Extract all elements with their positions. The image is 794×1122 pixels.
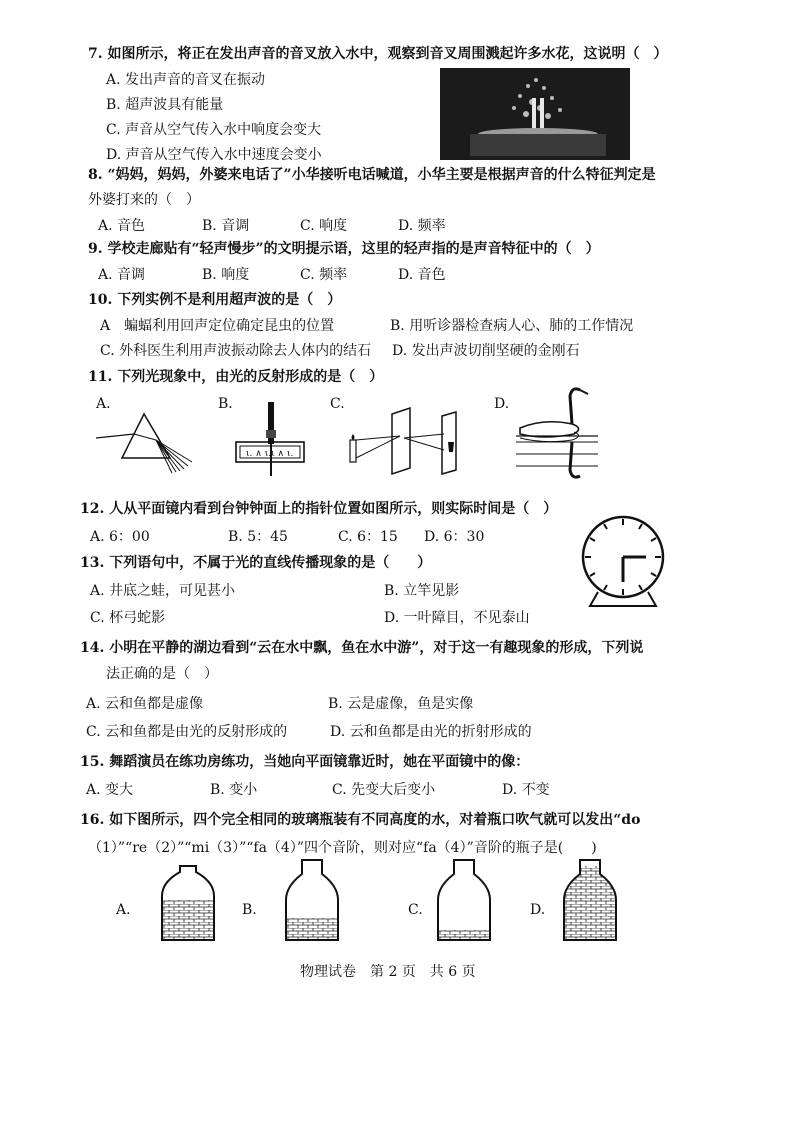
q9-option-b: B. 响度 [202, 267, 250, 283]
q14-option-d: D. 云和鱼都是由光的折射形成的 [330, 724, 532, 740]
q11-stem: 11. 下列光现象中，由光的反射形成的是（ ） [88, 369, 384, 385]
q11-option-d: D. [494, 396, 510, 412]
q13-option-b: B. 立竿见影 [384, 583, 460, 599]
bottle-a-figure [154, 862, 224, 946]
q11-option-b: B. [218, 396, 233, 412]
q15-option-d: D. 不变 [502, 782, 550, 798]
q10-stem: 10. 下列实例不是利用超声波的是（ ） [88, 292, 342, 308]
q16-option-c: C. [408, 902, 423, 918]
q14-stem-line1: 14. 小明在平静的湖边看到“云在水中飘，鱼在水中游”，对于这一有趣现象的形成，下列说 [80, 640, 644, 656]
pinhole-imaging-figure [344, 406, 474, 478]
q16-option-d: D. [530, 902, 546, 918]
q7-option-a: A. 发出声音的音叉在振动 [106, 72, 266, 88]
q7-stem: 7. 如图所示，将正在发出声音的音叉放入水中，观察到音叉周围溅起许多水花，这说明（ ） [88, 46, 668, 62]
q9-option-a: A. 音调 [98, 267, 146, 283]
q7-option-c: C. 声音从空气传入水中响度会变大 [106, 122, 322, 138]
swan-reflection-figure [514, 384, 600, 484]
q16-option-a: A. [116, 902, 131, 918]
q9-stem: 9. 学校走廊贴有“轻声慢步”的文明提示语，这里的轻声指的是声音特征中的（ ） [88, 241, 600, 257]
q10-option-c: C. 外科医生利用声波振动除去人体内的结石 [100, 343, 372, 359]
q13-option-c: C. 杯弓蛇影 [90, 610, 166, 626]
q13-stem: 13. 下列语句中，不属于光的直线传播现象的是（ ） [80, 555, 432, 571]
q12-option-b: B. 5：45 [228, 529, 288, 545]
bottle-d-figure [556, 856, 626, 946]
q10-option-a: A 蝙蝠利用回声定位确定昆虫的位置 [100, 318, 335, 334]
svg-text:ι. ∧ ι.ι ∧ ι.: ι. ∧ ι.ι ∧ ι. [246, 449, 294, 459]
q12-option-c: C. 6：15 [338, 529, 398, 545]
q7-option-b: B. 超声波具有能量 [106, 97, 224, 113]
q14-option-a: A. 云和鱼都是虚像 [86, 696, 204, 712]
magnifier-figure [232, 400, 308, 480]
q16-option-b: B. [242, 902, 257, 918]
q13-option-d: D. 一叶障目，不见泰山 [384, 610, 530, 626]
q16-stem-line1: 16. 如下图所示，四个完全相同的玻璃瓶装有不同高度的水，对着瓶口吹气就可以发出“do [80, 812, 641, 828]
bottle-c-figure [430, 856, 500, 946]
q8-option-b: B. 音调 [202, 218, 250, 234]
q15-option-b: B. 变小 [210, 782, 258, 798]
q9-option-d: D. 音色 [398, 267, 446, 283]
q8-stem-line1: 8. “妈妈，妈妈，外婆来电话了”小华接听电话喊道，小华主要是根据声音的什么特征判定是 [88, 167, 656, 183]
q13-option-a: A. 井底之蛙，可见甚小 [90, 583, 236, 599]
q14-option-c: C. 云和鱼都是由光的反射形成的 [86, 724, 288, 740]
mirror-clock-figure [576, 512, 670, 612]
q14-stem-line2: 法正确的是（ ） [106, 666, 218, 682]
q15-option-a: A. 变大 [86, 782, 134, 798]
q8-option-c: C. 响度 [300, 218, 348, 234]
q11-option-c: C. [330, 396, 345, 412]
q8-stem-line2: 外婆打来的（ ） [88, 192, 200, 208]
q16-stem-line2: （1）”“re（2）”“mi（3）”“fa（4）”四个音阶，则对应“fa（4）”音阶的瓶子是( ) [88, 840, 597, 856]
q8-option-d: D. 频率 [398, 218, 446, 234]
q12-stem: 12. 人从平面镜内看到台钟钟面上的指针位置如图所示，则实际时间是（ ） [80, 501, 558, 517]
q11-option-a: A. [96, 396, 111, 412]
q7-option-d: D. 声音从空气传入水中速度会变小 [106, 147, 322, 163]
q14-option-b: B. 云是虚像，鱼是实像 [328, 696, 474, 712]
q12-option-a: A. 6：00 [90, 529, 150, 545]
q10-option-d: D. 发出声波切削坚硬的金刚石 [392, 343, 580, 359]
page-footer: 物理试卷 第 2 页 共 6 页 [300, 964, 476, 980]
q12-option-d: D. 6：30 [424, 529, 485, 545]
bottle-b-figure [278, 856, 348, 946]
q8-option-a: A. 音色 [98, 218, 146, 234]
q10-option-b: B. 用听诊器检查病人心、肺的工作情况 [390, 318, 634, 334]
tuning-fork-water-photo [440, 68, 630, 160]
q15-stem: 15. 舞蹈演员在练功房练功，当她向平面镜靠近时，她在平面镜中的像： [80, 754, 530, 770]
q15-option-c: C. 先变大后变小 [332, 782, 436, 798]
q9-option-c: C. 频率 [300, 267, 348, 283]
prism-dispersion-figure [94, 408, 204, 474]
